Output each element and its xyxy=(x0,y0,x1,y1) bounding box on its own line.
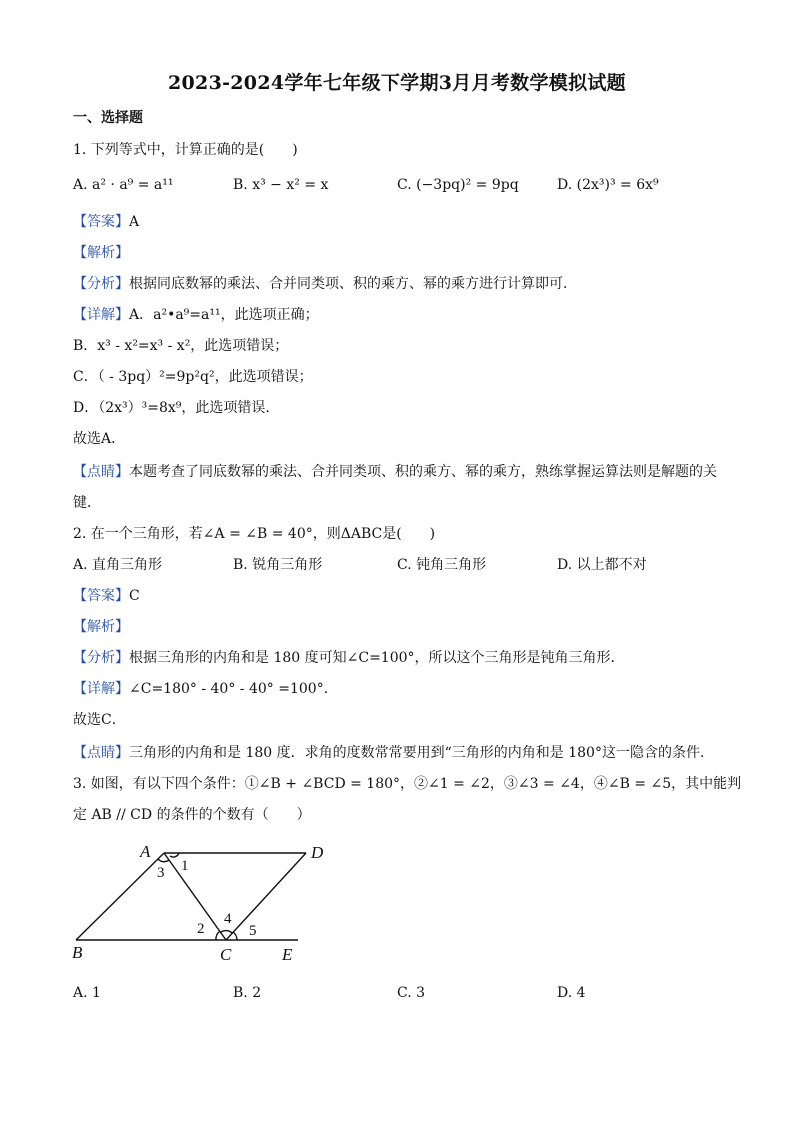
q1-analysis-tag: 【解析】 xyxy=(73,245,129,261)
q1-choose: 故选A． xyxy=(73,431,126,447)
fenxi-text: 根据同底数幂的乘法、合并同类项、积的乘方、幂的乘方进行计算即可． xyxy=(129,276,577,292)
q1-fenxi xyxy=(73,274,577,294)
page-title: 2023-2024学年七年级下学期3月月考数学模拟试题 xyxy=(168,72,626,94)
segment-cd xyxy=(226,853,306,940)
q1-option-a: A. a² · a⁹ = a¹¹ xyxy=(73,177,174,193)
label-angle-3: 3 xyxy=(157,865,165,881)
q3-option-a: A. 1 xyxy=(73,985,101,1001)
q1-dianjing xyxy=(73,462,717,482)
answer-tag: 【答案】 xyxy=(73,588,129,604)
geometry-figure xyxy=(66,835,346,970)
q1-detail-c: C．（ - 3pq）²=9p²q²，此选项错误； xyxy=(73,369,313,385)
q3-option-b: B. 2 xyxy=(233,985,262,1001)
q1-stem: 1. 下列等式中，计算正确的是( ) xyxy=(73,142,298,158)
label-b: B xyxy=(72,943,83,962)
answer-tag: 【答案】 xyxy=(73,214,129,230)
q2-choose: 故选C． xyxy=(73,712,126,728)
fenxi-tag: 【分析】 xyxy=(73,650,129,666)
fenxi-text: 根据三角形的内角和是 180 度可知∠C=100°，所以这个三角形是钝角三角形． xyxy=(129,650,625,666)
label-angle-1: 1 xyxy=(181,858,189,874)
dianjing-tag: 【点睛】 xyxy=(73,745,129,761)
angle-arc-5 xyxy=(233,932,237,940)
answer-value: C xyxy=(129,588,140,604)
q1-option-c: C. (−3pq)² = 9pq xyxy=(397,177,519,193)
detail-tag: 【详解】 xyxy=(73,307,129,323)
label-a: A xyxy=(140,842,151,861)
q3-stem: 3. 如图，有以下四个条件：①∠B + ∠BCD = 180°，②∠1 = ∠2，③∠3 = ∠4，④∠B = ∠5，其中能判 xyxy=(73,776,742,792)
dianjing-tag: 【点睛】 xyxy=(73,464,129,480)
angle-arc-a xyxy=(158,859,169,862)
label-e: E xyxy=(282,945,293,964)
answer-value: A xyxy=(129,214,140,230)
dianjing-text: 本题考查了同底数幂的乘法、合并同类项、积的乘方、幂的乘方，熟练掌握运算法则是解题的关 xyxy=(129,464,717,480)
q3-option-d: D. 4 xyxy=(557,985,586,1001)
q2-detail xyxy=(73,679,338,699)
q1-option-d: D. (2x³)³ = 6x⁹ xyxy=(557,177,659,193)
q1-detail-d: D．（2x³）³=8x⁹，此选项错误． xyxy=(73,400,280,416)
q2-answer xyxy=(73,586,140,606)
q1-option-b: B. x³ − x² = x xyxy=(233,177,329,193)
q2-dianjing xyxy=(73,743,714,763)
angle-arc-4 xyxy=(221,931,232,933)
q2-fenxi xyxy=(73,648,625,668)
q2-option-c: C. 钝角三角形 xyxy=(397,557,487,573)
q1-detail xyxy=(73,305,319,325)
label-c: C xyxy=(220,945,232,964)
segment-ab xyxy=(76,853,164,940)
q2-analysis-tag: 【解析】 xyxy=(73,619,129,635)
q2-option-a: A. 直角三角形 xyxy=(73,557,163,573)
q2-stem: 2. 在一个三角形，若∠A = ∠B = 40°，则ΔABC是( ) xyxy=(73,526,436,542)
q2-option-d: D. 以上都不对 xyxy=(557,557,647,573)
q1-detail-b: B．x³ - x²=x³ - x²，此选项错误； xyxy=(73,338,289,354)
fenxi-tag: 【分析】 xyxy=(73,276,129,292)
q2-option-b: B. 锐角三角形 xyxy=(233,557,323,573)
label-angle-2: 2 xyxy=(197,921,205,937)
q3-stem-cont: 定 AB // CD 的条件的个数有（ ） xyxy=(73,807,311,823)
label-angle-5: 5 xyxy=(249,923,257,939)
label-angle-4: 4 xyxy=(224,911,232,927)
label-d: D xyxy=(311,843,324,862)
dianjing-text: 三角形的内角和是 180 度．求角的度数常常要用到“三角形的内角和是 180°这一隐含的条件． xyxy=(129,745,714,761)
angle-arc-2 xyxy=(216,931,220,940)
segment-ac xyxy=(164,853,226,940)
section-heading: 一、选择题 xyxy=(73,110,143,126)
q3-option-c: C. 3 xyxy=(397,985,426,1001)
detail-line: A．a²•a⁹=a¹¹，此选项正确； xyxy=(129,307,319,323)
detail-tag: 【详解】 xyxy=(73,681,129,697)
q1-dianjing-cont: 键． xyxy=(73,495,101,511)
detail-text: ∠C=180° - 40° - 40° =100°． xyxy=(129,681,338,697)
q1-answer xyxy=(73,212,139,232)
